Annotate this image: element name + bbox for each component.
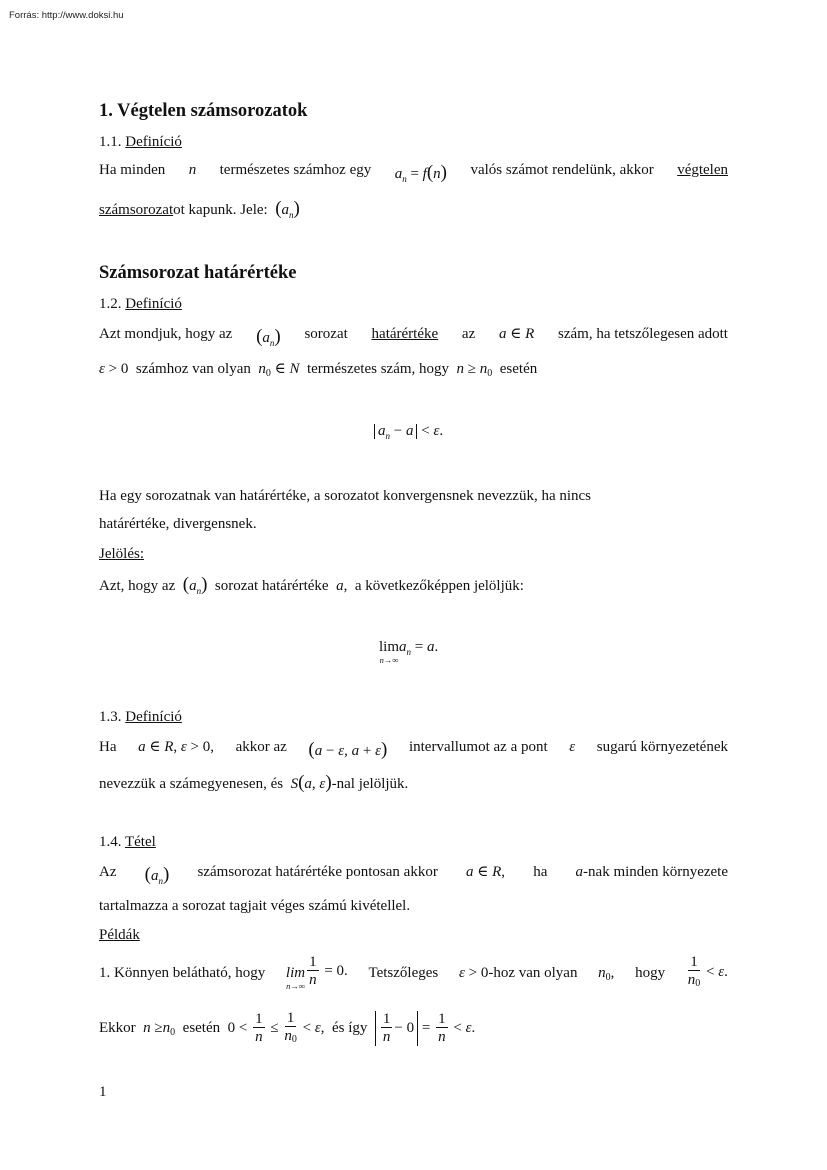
- paragraph: Ha egy sorozatnak van határértéke, a sorozatot konvergensnek nevezzük, ha nincs: [99, 488, 592, 504]
- page-number: 1: [99, 1084, 107, 1100]
- paragraph: tartalmazza a sorozat tagjait véges számú kivétellel.: [99, 898, 411, 914]
- example-line: Ekkor $n \ge n_0$ esetén 0 < $\frac{1}{n}$ ≤ $\frac{1}{n0}$ < ε, és így $\frac{1}{n}$ − 0 = $\frac{1}{n}$ < ε.: [99, 1010, 476, 1045]
- paragraph: ε > 0 számhoz van olyan $n_0$ ∈ N természetes szám, hogy $n \ge n_0$ esetén: [99, 361, 538, 379]
- paragraph: Azt mondjuk, hogy az $(a_n)$ sorozat határértéke az a ∈ R szám, ha tetszőlegesen adott: [99, 326, 728, 348]
- definition-heading: 1.2. Definíció: [99, 296, 182, 312]
- paragraph: számsorozatot kapunk. Jele: $(a_n)$: [99, 198, 300, 220]
- paragraph: Azt, hogy az $(a_n)$ sorozat határértéke a, a következőképpen jelöljük:: [99, 574, 524, 596]
- theorem-heading: 1.4. Tétel: [99, 834, 156, 850]
- paragraph: Ha minden n természetes számhoz egy $a_n = f(n)$ valós számot rendelünk, akkor végtelen: [99, 162, 728, 184]
- examples-heading: Példák: [99, 927, 140, 943]
- formula: $a_n - a < \varepsilon$.: [374, 424, 443, 439]
- source-note: Forrás: http://www.doksi.hu: [9, 10, 124, 21]
- definition-heading: 1.3. Definíció: [99, 709, 182, 725]
- paragraph: nevezzük a számegyenesen, és S(a, ε)-nal jelöljük.: [99, 772, 409, 793]
- paragraph: Az $(a_n)$ számsorozat határértéke pontosan akkor a ∈ R, ha a-nak minden környezete: [99, 864, 728, 886]
- notation-heading: Jelölés:: [99, 546, 144, 562]
- section-title: Számsorozat határértéke: [99, 263, 297, 283]
- section-title: 1. Végtelen számsorozatok: [99, 101, 308, 121]
- paragraph: Ha a ∈ R, ε > 0, akkor az (a − ε, a + ε) intervallumot az a pont ε sugarú környezetének: [99, 739, 728, 760]
- formula: lim n→∞ $a_n = a$.: [379, 639, 439, 665]
- example-line: 1. Könnyen belátható, hogy lim n→∞ $\frac{1}{n}$ = 0. Tetszőleges ε > 0-hoz van olyan $n_0$, hogy $\frac{1}{n0}$ < ε.: [99, 954, 728, 991]
- paragraph: határértéke, divergensnek.: [99, 516, 257, 532]
- definition-heading: 1.1. Definíció: [99, 134, 182, 150]
